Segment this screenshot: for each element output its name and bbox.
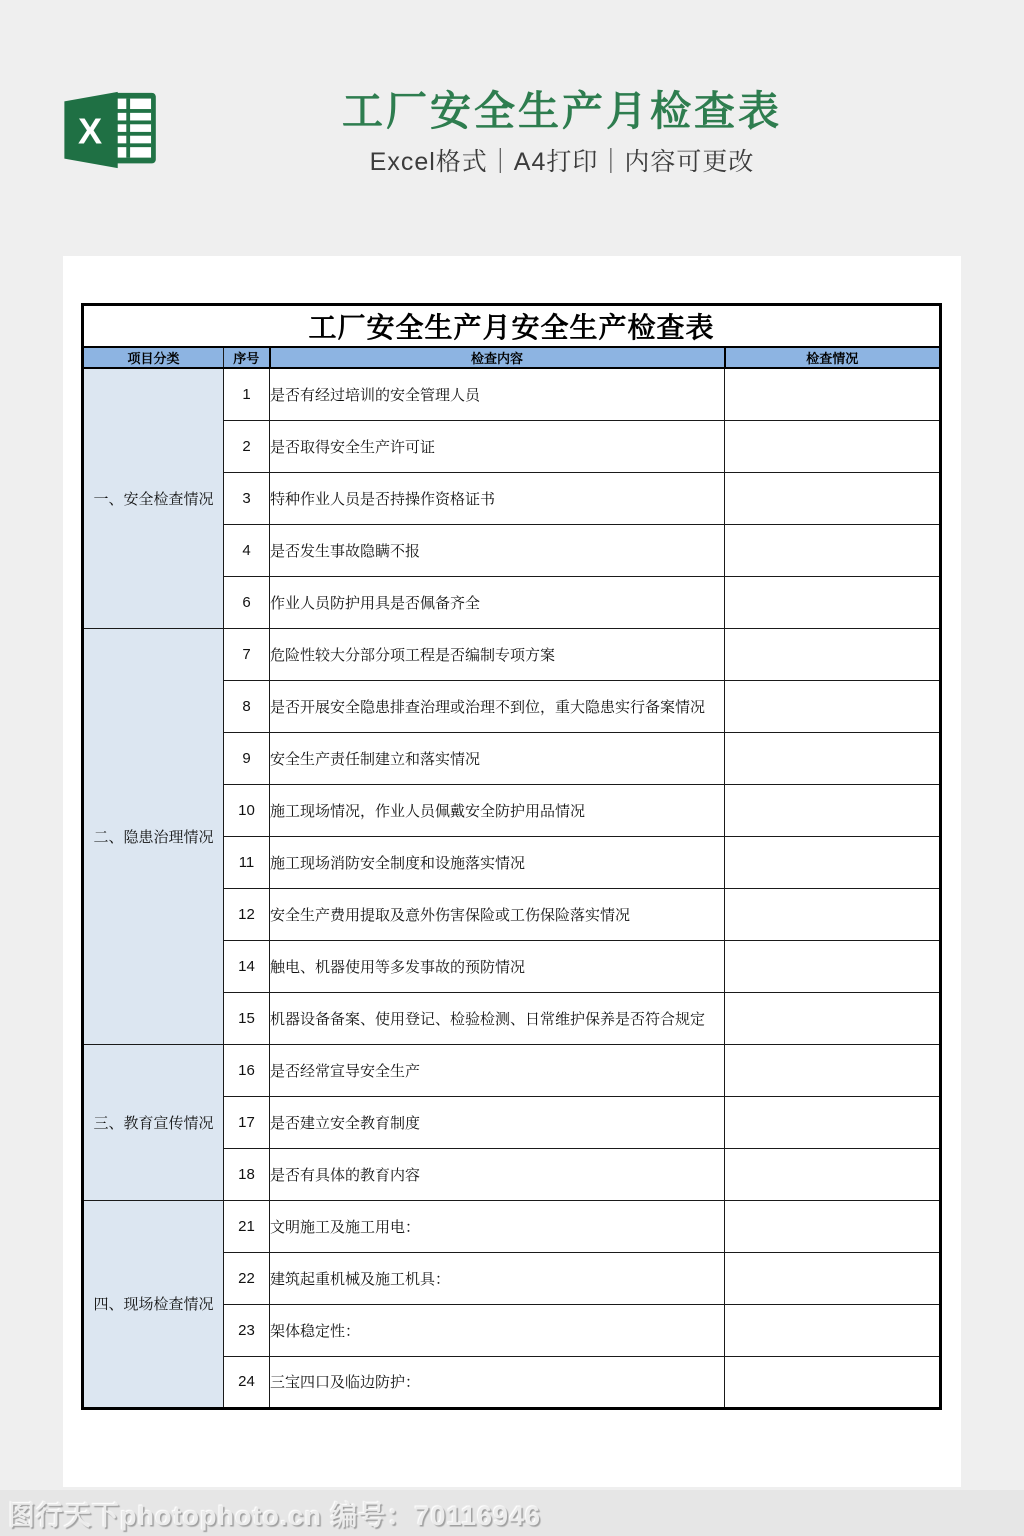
inspection-status-cell (725, 576, 941, 628)
row-number-cell: 3 (224, 472, 270, 524)
row-number-cell: 22 (224, 1252, 270, 1304)
inspection-content-cell: 安全生产责任制建立和落实情况 (270, 732, 725, 784)
row-number-cell: 21 (224, 1200, 270, 1252)
row-number-cell: 16 (224, 1044, 270, 1096)
inspection-content-cell: 是否取得安全生产许可证 (270, 420, 725, 472)
inspection-content-cell: 是否有具体的教育内容 (270, 1148, 725, 1200)
inspection-status-cell (725, 1304, 941, 1356)
inspection-status-cell (725, 1148, 941, 1200)
row-number-cell: 7 (224, 628, 270, 680)
inspection-content-cell: 特种作业人员是否持操作资格证书 (270, 472, 725, 524)
inspection-status-cell (725, 1356, 941, 1408)
inspection-status-cell (725, 368, 941, 420)
table-title: 工厂安全生产月安全生产检查表 (83, 305, 941, 348)
document-card (63, 256, 961, 1487)
inspection-content-cell: 是否经常宣导安全生产 (270, 1044, 725, 1096)
row-number-cell: 9 (224, 732, 270, 784)
excel-icon-graphic (64, 90, 160, 170)
column-header-content: 检查内容 (270, 347, 725, 368)
row-number-cell: 14 (224, 940, 270, 992)
row-number-cell: 23 (224, 1304, 270, 1356)
column-header-category: 项目分类 (83, 347, 224, 368)
watermark-text: 图行天下photophoto.cn 编号：70116946 (8, 1500, 542, 1531)
inspection-content-cell: 是否开展安全隐患排查治理或治理不到位，重大隐患实行备案情况 (270, 680, 725, 732)
inspection-content-cell: 是否有经过培训的安全管理人员 (270, 368, 725, 420)
inspection-content-cell: 是否建立安全教育制度 (270, 1096, 725, 1148)
inspection-content-cell: 机器设备备案、使用登记、检验检测、日常维护保养是否符合规定 (270, 992, 725, 1044)
watermark-bar (0, 1490, 1024, 1536)
row-number-cell: 24 (224, 1356, 270, 1408)
inspection-status-cell (725, 732, 941, 784)
row-number-cell: 17 (224, 1096, 270, 1148)
row-number-cell: 1 (224, 368, 270, 420)
inspection-status-cell (725, 524, 941, 576)
table-row (83, 628, 941, 680)
inspection-status-cell (725, 1096, 941, 1148)
category-cell: 四、现场检查情况 (83, 1200, 224, 1408)
hero-header (0, 88, 1024, 198)
table-title-row (83, 305, 941, 348)
inspection-content-cell: 是否发生事故隐瞒不报 (270, 524, 725, 576)
table-header-row (83, 347, 941, 368)
table-row (83, 1200, 941, 1252)
column-header-status: 检查情况 (725, 347, 941, 368)
table-row (83, 1044, 941, 1096)
page-title: 工厂安全生产月检查表 (342, 88, 782, 134)
row-number-cell: 15 (224, 992, 270, 1044)
inspection-content-cell: 三宝四口及临边防护： (270, 1356, 725, 1408)
table-body (83, 368, 941, 1408)
inspection-content-cell: 文明施工及施工用电： (270, 1200, 725, 1252)
inspection-content-cell: 作业人员防护用具是否佩备齐全 (270, 576, 725, 628)
row-number-cell: 6 (224, 576, 270, 628)
inspection-content-cell: 施工现场情况，作业人员佩戴安全防护用品情况 (270, 784, 725, 836)
category-cell: 一、安全检查情况 (83, 368, 224, 628)
inspection-content-cell: 危险性较大分部分项工程是否编制专项方案 (270, 628, 725, 680)
hero-text-block (120, 88, 1004, 176)
row-number-cell: 10 (224, 784, 270, 836)
inspection-table (81, 303, 942, 1410)
inspection-content-cell: 建筑起重机械及施工机具： (270, 1252, 725, 1304)
excel-x-letter: X (78, 110, 103, 152)
inspection-content-cell: 安全生产费用提取及意外伤害保险或工伤保险落实情况 (270, 888, 725, 940)
row-number-cell: 12 (224, 888, 270, 940)
inspection-status-cell (725, 1044, 941, 1096)
inspection-status-cell (725, 836, 941, 888)
inspection-content-cell: 触电、机器使用等多发事故的预防情况 (270, 940, 725, 992)
inspection-status-cell (725, 628, 941, 680)
row-number-cell: 11 (224, 836, 270, 888)
inspection-content-cell: 施工现场消防安全制度和设施落实情况 (270, 836, 725, 888)
page-subtitle: Excel格式｜A4打印｜内容可更改 (369, 148, 755, 176)
column-header-number: 序号 (224, 347, 270, 368)
inspection-status-cell (725, 680, 941, 732)
excel-icon (64, 90, 160, 170)
table-row (83, 368, 941, 420)
row-number-cell: 4 (224, 524, 270, 576)
inspection-status-cell (725, 992, 941, 1044)
row-number-cell: 8 (224, 680, 270, 732)
inspection-status-cell (725, 940, 941, 992)
row-number-cell: 2 (224, 420, 270, 472)
category-cell: 三、教育宣传情况 (83, 1044, 224, 1200)
inspection-status-cell (725, 784, 941, 836)
inspection-status-cell (725, 420, 941, 472)
inspection-status-cell (725, 472, 941, 524)
inspection-status-cell (725, 1200, 941, 1252)
inspection-status-cell (725, 888, 941, 940)
row-number-cell: 18 (224, 1148, 270, 1200)
category-cell: 二、隐患治理情况 (83, 628, 224, 1044)
inspection-status-cell (725, 1252, 941, 1304)
inspection-content-cell: 架体稳定性： (270, 1304, 725, 1356)
